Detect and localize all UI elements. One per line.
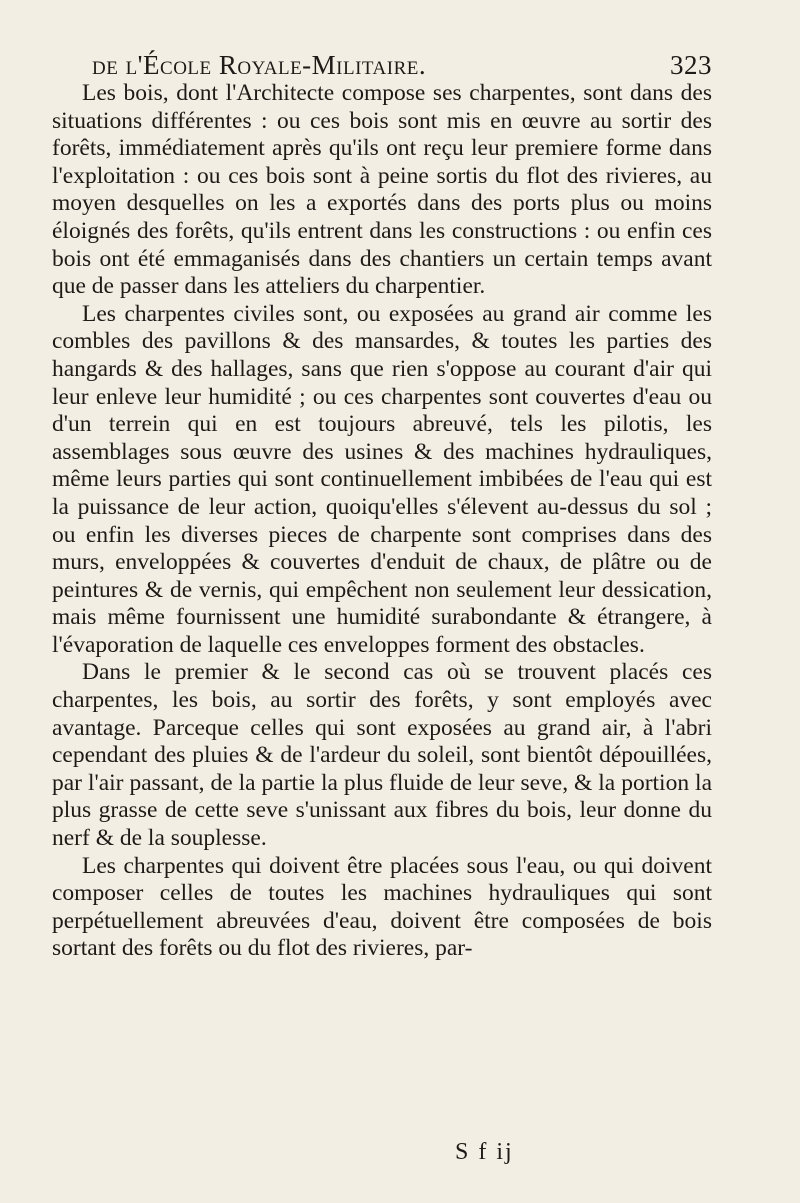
signature-mark: S f ij xyxy=(455,1139,514,1165)
body-text xyxy=(52,80,712,963)
paragraph-1: Les bois, dont l'Architecte compose ses charpentes, sont dans des situations différentes : ou ces bois sont mis en œuvre au sortir des forêts, immédiatement après qu'ils ont reçu leur premiere forme dans l'exploitation : ou ces bois sont à peine sortis du flot des rivieres, au moyen desquelles on les a exportés dans des ports plus ou moins éloignés des forêts, qu'ils entrent dans les constructions : ou enfin ces bois ont été emmaganisés dans des chantiers un certain temps avant que de passer dans les atteliers du charpentier. xyxy=(52,80,712,300)
paragraph-2: Les charpentes civiles sont, ou exposées au grand air comme les combles des pavillons & des mansardes, & toutes les parties des hangards & des hallages, sans que rien s'oppose au courant d'air qui leur enleve leur humidité ; ou ces charpentes sont couvertes d'eau ou d'un terrein qui en est toujours abreuvé, tels les pilotis, les assemblages sous œuvre des usines & des machines hydrauliques, même leurs parties qui sont continuellement imbibées de l'eau qui est la puissance de leur action, quoiqu'elles s'élevent au-dessus du sol ; ou enfin les diverses pieces de charpente sont comprises dans des murs, enveloppées & couvertes d'enduit de chaux, de plâtre ou de peintures & de vernis, qui empêchent non seulement leur dessication, mais même fournissent une humidité surabondante & étrangere, à l'évaporation de laquelle ces enveloppes forment des obstacles. xyxy=(52,300,712,658)
page-number: 323 xyxy=(670,50,712,80)
paragraph-3: Dans le premier & le second cas où se trouvent placés ces charpentes, les bois, au sortir des forêts, y sont employés avec avantage. Parceque celles qui sont exposées au grand air, à l'abri cependant des pluies & de l'ardeur du soleil, sont bientôt dépouillées, par l'air passant, de la partie la plus fluide de leur seve, & la portion la plus grasse de cette seve s'unissant aux fibres du bois, leur donne du nerf & de la souplesse. xyxy=(52,659,712,852)
running-title: de l'École Royale-Militaire. xyxy=(92,50,427,80)
paragraph-4: Les charpentes qui doivent être placées sous l'eau, ou qui doivent composer celles de toutes les machines hydrauliques qui sont perpétuellement abreuvées d'eau, doivent être composées de bois sortant des forêts ou du flot des rivieres, par- xyxy=(52,852,712,962)
